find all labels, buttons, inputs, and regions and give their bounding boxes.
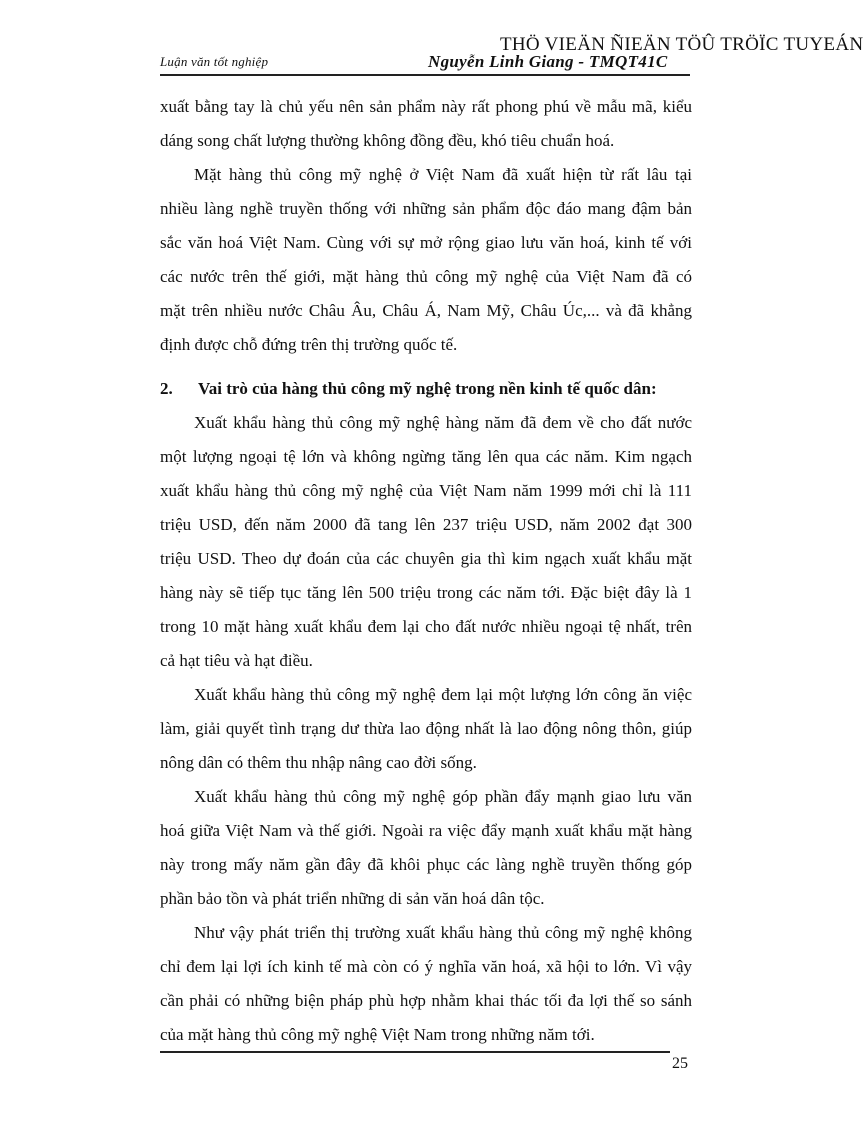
paragraph-3 <box>160 406 692 678</box>
header-thesis-label: Luận văn tốt nghiệp <box>160 54 269 69</box>
text-line: cần phải có những biện pháp phù hợp nhằm khai thác tối đa lợi thế so sánh <box>160 991 692 1010</box>
text-line: của mặt hàng thủ công mỹ nghệ Việt Nam trong những năm tới. <box>160 1025 595 1044</box>
text-line: xuất bằng tay là chủ yếu nên sản phẩm này rất phong phú về mẫu mã, kiểu <box>160 97 692 116</box>
text-line: định được chỗ đứng trên thị trường quốc tế. <box>160 335 458 354</box>
section-heading-text: Vai trò của hàng thủ công mỹ nghệ trong nền kinh tế quốc dân: <box>198 379 657 398</box>
text-line: dáng song chất lượng thường không đồng đều, khó tiêu chuẩn hoá. <box>160 131 615 150</box>
text-line: mặt trên nhiều nước Châu Âu, Châu Á, Nam Mỹ, Châu Úc,... và đã khẳng <box>160 301 692 320</box>
paragraph-5 <box>160 780 692 916</box>
paragraph-2 <box>160 158 692 362</box>
footer-divider <box>160 1051 670 1053</box>
header-author: Nguyễn Linh Giang - TMQT41C <box>428 52 668 71</box>
paragraph-4 <box>160 678 692 780</box>
document-body <box>160 90 692 1052</box>
text-line: nhiều làng nghề truyền thống với những sản phẩm độc đáo mang đậm bản <box>160 199 692 218</box>
text-line: Như vậy phát triển thị trường xuất khẩu hàng thủ công mỹ nghệ không <box>194 923 692 942</box>
library-watermark: THÖ VIEÄN ÑIEÄN TÖÛ TRÖÏC TUYEÁN <box>500 34 863 55</box>
text-line: Xuất khẩu hàng thủ công mỹ nghệ đem lại một lượng lớn công ăn việc <box>194 685 692 704</box>
text-line: cả hạt tiêu và hạt điều. <box>160 651 313 670</box>
spacer <box>160 362 692 372</box>
section-heading <box>160 372 692 406</box>
text-line: triệu USD, đến năm 2000 đã tang lên 237 triệu USD, năm 2002 đạt 300 <box>160 515 692 534</box>
header-divider <box>160 74 690 76</box>
paragraph-6 <box>160 916 692 1052</box>
text-line: triệu USD. Theo dự đoán của các chuyên gia thì kim ngạch xuất khẩu mặt <box>160 549 692 568</box>
paragraph-1 <box>160 90 692 158</box>
text-line: xuất khẩu hàng thủ công mỹ nghệ của Việt Nam năm 1999 mới chỉ là 111 <box>160 481 692 500</box>
text-line: này trong mấy năm gần đây đã khôi phục các làng nghề truyền thống góp <box>160 855 692 874</box>
text-line: hàng này sẽ tiếp tục tăng lên 500 triệu trong các năm tới. Đặc biệt đây là 1 <box>160 583 692 602</box>
text-line: Mặt hàng thủ công mỹ nghệ ở Việt Nam đã xuất hiện từ rất lâu tại <box>194 165 692 184</box>
text-line: các nước trên thế giới, mặt hàng thủ công mỹ nghệ của Việt Nam đã có <box>160 267 692 286</box>
section-heading-number: 2. <box>160 379 173 398</box>
text-line: một lượng ngoại tệ lớn và không ngừng tăng lên qua các năm. Kim ngạch <box>160 447 692 466</box>
text-line: hoá giữa Việt Nam và thế giới. Ngoài ra việc đẩy mạnh xuất khẩu mặt hàng <box>160 821 692 840</box>
text-line: Xuất khẩu hàng thủ công mỹ nghệ góp phần đẩy mạnh giao lưu văn <box>194 787 692 806</box>
text-line: sắc văn hoá Việt Nam. Cùng với sự mở rộng giao lưu văn hoá, kinh tế với <box>160 233 692 252</box>
page-number: 25 <box>672 1055 688 1072</box>
text-line: chỉ đem lại lợi ích kinh tế mà còn có ý nghĩa văn hoá, xã hội to lớn. Vì vậy <box>160 957 692 976</box>
text-line: phần bảo tồn và phát triển những di sản văn hoá dân tộc. <box>160 889 545 908</box>
text-line: nông dân có thêm thu nhập nâng cao đời sống. <box>160 753 477 772</box>
text-line: Xuất khẩu hàng thủ công mỹ nghệ hàng năm đã đem về cho đất nước <box>194 413 692 432</box>
text-line: làm, giải quyết tình trạng dư thừa lao động nhất là lao động nông thôn, giúp <box>160 719 692 738</box>
text-line: trong 10 mặt hàng xuất khẩu đem lại cho đất nước nhiều ngoại tệ nhất, trên <box>160 617 692 636</box>
